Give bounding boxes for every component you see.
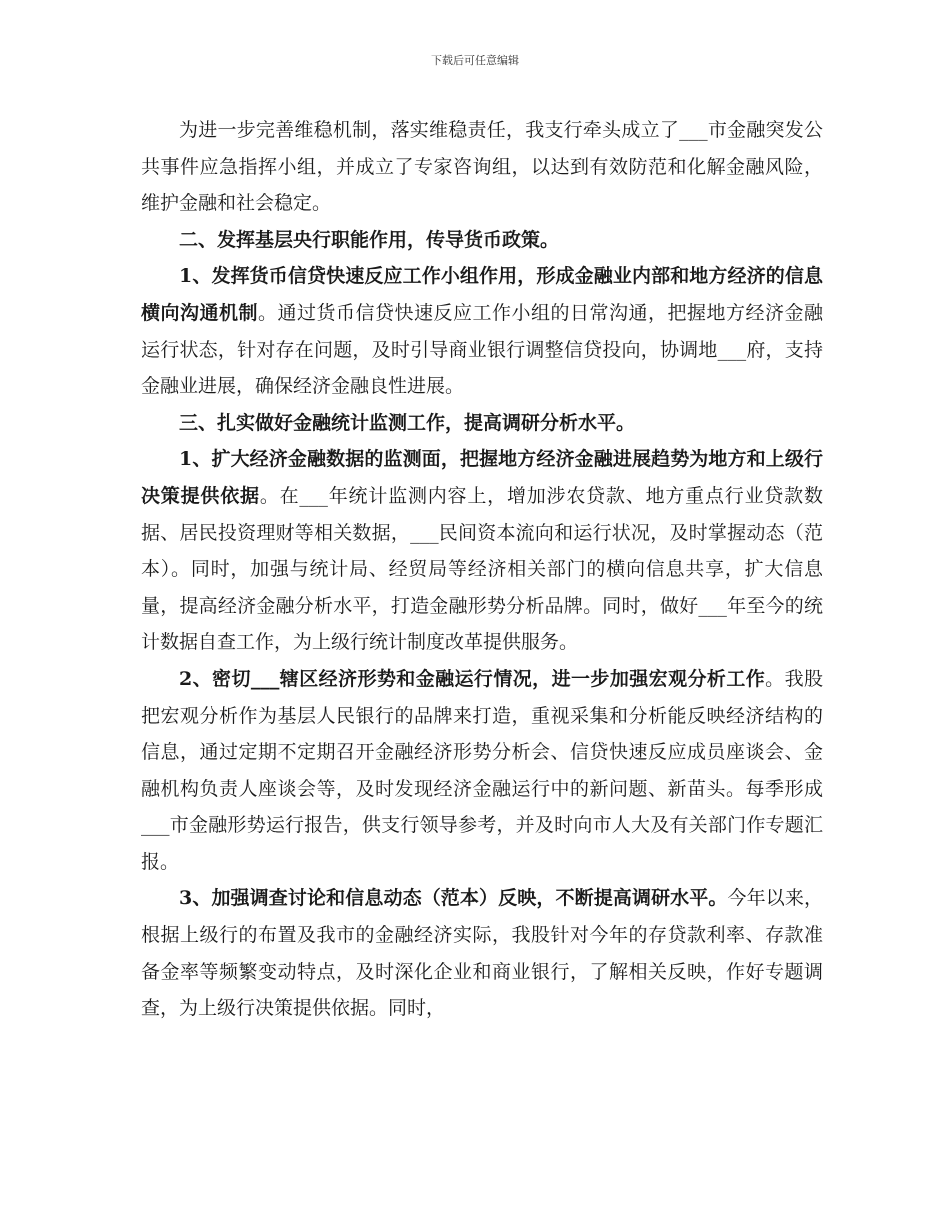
page-header: 下载后可任意编辑 bbox=[431, 54, 519, 67]
paragraph bbox=[141, 258, 823, 404]
paragraph-text: 。在___年统计监测内容上，增加涉农贷款、地方重点行业贷款数据、居民投资理财等相关数据，___民间资本流向和运行状况，及时掌握动态（范本）。同时，加强与统计局、经贸局等经济相关部门的横向信息共享，扩大信息量，提高经济金融分析水平，打造金融形势分析品牌。同时，做好___年至今的统计数据自查工作，为上级行统计制度改革提供服务。 bbox=[141, 484, 823, 654]
paragraph bbox=[141, 112, 823, 222]
paragraph-lead: 2、密切___辖区经济形势和金融运行情况，进一步加强宏观分析工作 bbox=[179, 667, 766, 690]
paragraph-lead: 三、扎实做好金融统计监测工作，提高调研分析水平。 bbox=[179, 411, 636, 434]
paragraph-text: 为进一步完善维稳机制，落实维稳责任，我支行牵头成立了___市金融突发公共事件应急指挥小组，并成立了专家咨询组，以达到有效防范和化解金融风险，维护金融和社会稳定。 bbox=[141, 119, 823, 215]
paragraph bbox=[141, 441, 823, 661]
paragraph-text: 。通过货币信贷快速反应工作小组的日常沟通，把握地方经济金融运行状态，针对存在问题，及时引导商业银行调整信贷投向，协调地___府，支持金融业进展，确保经济金融良性进展。 bbox=[141, 301, 823, 398]
paragraph-lead: 1、发挥货币信贷快速反应工作小组作用，形成金融业内部和地方经济的信息横向沟通机制 bbox=[141, 265, 823, 324]
paragraph-lead: 1、扩大经济金融数据的监测面，把握地方经济金融进展趋势为地方和上级行决策提供依据 bbox=[141, 448, 823, 507]
section-heading bbox=[141, 222, 823, 259]
document-body bbox=[141, 112, 823, 1027]
paragraph-lead: 二、发挥基层央行职能作用，传导货币政策。 bbox=[179, 228, 560, 251]
paragraph bbox=[141, 880, 823, 1026]
paragraph bbox=[141, 661, 823, 881]
paragraph-lead: 3、加强调查讨论和信息动态（范本）反映，不断提高调研水平。 bbox=[179, 887, 728, 910]
paragraph-text: 。我股把宏观分析作为基层人民银行的品牌来打造，重视采集和分析能反映经济结构的信息，通过定期不定期召开金融经济形势分析会、信贷快速反应成员座谈会、金融机构负责人座谈会等，及时发现经济金融运行中的新问题、新苗头。每季形成___市金融形势运行报告，供支行领导参考，并及时向市人大及有关部门作专题汇报。 bbox=[141, 667, 823, 873]
paragraph-text: 今年以来，根据上级行的布置及我市的金融经济实际，我股针对今年的存贷款利率、存款准备金率等频繁变动特点，及时深化企业和商业银行，了解相关反映，作好专题调查，为上级行决策提供依据。同时， bbox=[141, 887, 823, 1020]
section-heading bbox=[141, 405, 823, 442]
